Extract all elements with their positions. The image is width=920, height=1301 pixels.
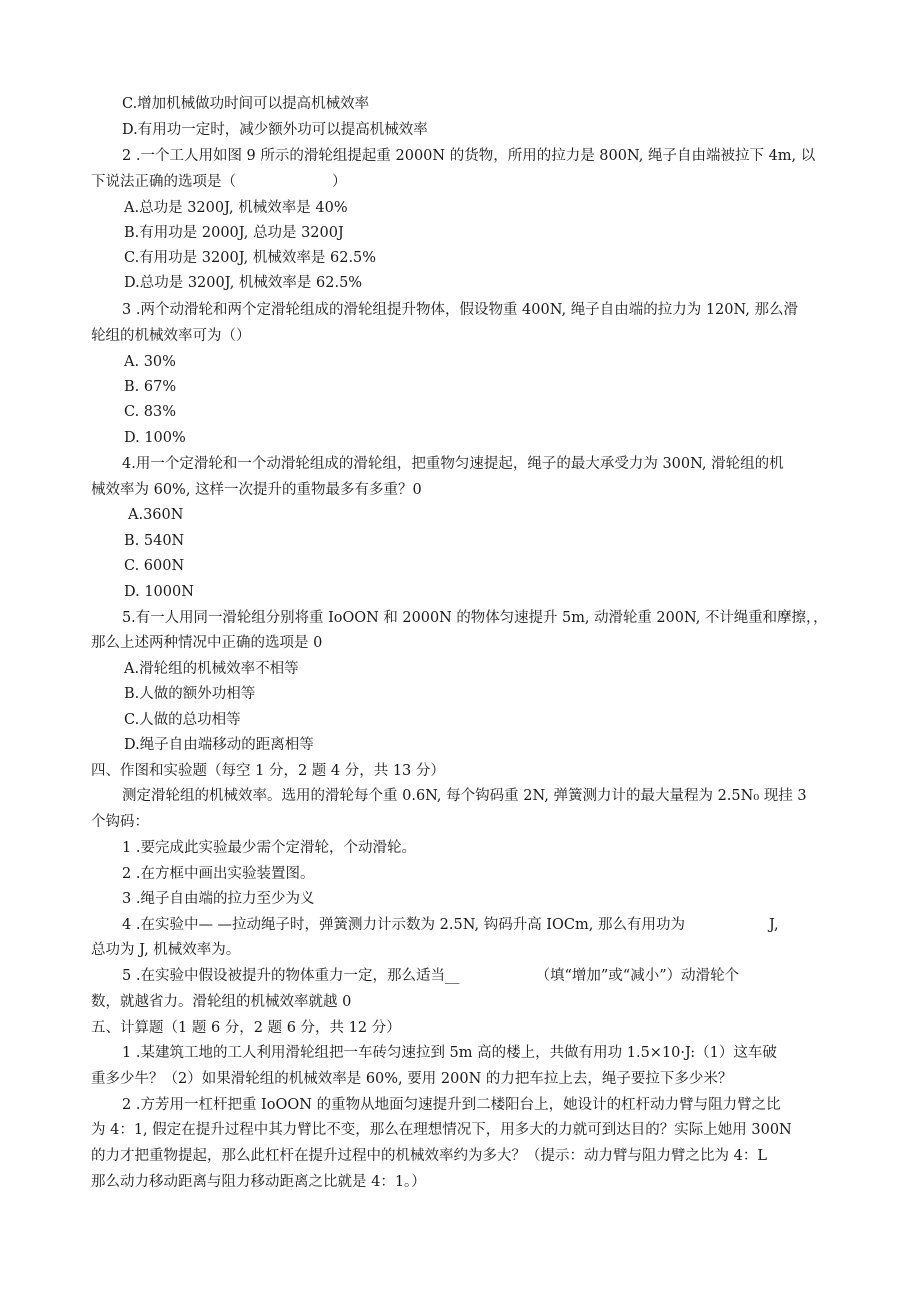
item-5-text: 5 .在实验中假设被提升的物体重力一定，那么适当__ — [122, 968, 460, 984]
problem-2-line4: 那么动力移动距离与阻力移动距离之比就是 4：1。） — [91, 1174, 426, 1190]
q4-option-d: D. 1000N — [124, 584, 194, 600]
problem-1-line1: 1 .某建筑工地的工人利用滑轮组把一车砖匀速拉到 5m 高的楼上，共做有用功 1.5×10·J:（1）这车破 — [122, 1045, 777, 1061]
item-4-unit: J, — [768, 917, 779, 933]
section4-item-4-line1 — [122, 915, 779, 935]
item-5-hint: （填“增加”或“减小”）动滑轮个 — [535, 968, 740, 984]
problem-2-line2: 为 4：1, 假定在提升过程中其力臂比不变，那么在理想情况下，用多大的力就可到达目的？实际上她用 300N — [91, 1122, 792, 1138]
item-4-text: 4 .在实验中— —拉动绳子时，弹簧测力计示数为 2.5N, 钩码升高 IOCm, 那么有用功为 — [122, 917, 685, 933]
q5-option-a: A.滑轮组的机械效率不相等 — [124, 661, 299, 677]
section4-item-3: 3 .绳子自由端的拉力至少为义 — [122, 891, 315, 907]
q3-stem-line2: 轮组的机械效率可为（） — [91, 328, 251, 344]
q4-stem-line1: 4.用一个定滑轮和一个动滑轮组成的滑轮组，把重物匀速提起，绳子的最大承受力为 300N, 滑轮组的机 — [122, 456, 784, 472]
section4-item-2: 2 .在方框中画出实验装置图。 — [122, 866, 315, 882]
q5-stem-line1: 5.有一人用同一滑轮组分别将重 IoOON 和 2000N 的物体匀速提升 5m, 动滑轮重 200N, 不计绳重和摩擦，， — [122, 610, 828, 626]
q2-option-a: A.总功是 3200J, 机械效率是 40% — [124, 200, 348, 216]
q4-option-c: C. 600N — [124, 558, 185, 574]
q2-option-b: B.有用功是 2000J, 总功是 3200J — [124, 225, 344, 241]
section4-heading: 四、作图和实验题（每空 1 分，2 题 4 分，共 13 分） — [91, 763, 445, 779]
section4-item-1: 1 .要完成此实验最少需个定滑轮，个动滑轮。 — [122, 840, 416, 856]
q2-stem-prefix: 下说法正确的选项是（ — [91, 174, 236, 190]
q2-stem-line2 — [91, 172, 347, 192]
q1-option-d: D.有用功一定时，减少额外功可以提高机械效率 — [122, 122, 428, 138]
q1-option-c: C.增加机械做功时间可以提高机械效率 — [122, 96, 370, 112]
q3-option-a: A. 30% — [124, 354, 176, 370]
q5-option-c: C.人做的总功相等 — [124, 712, 241, 728]
problem-1-line2: 重多少牛？（2）如果滑轮组的机械效率是 60%, 要用 200N 的力把车拉上去，绳子要拉下多少米？ — [91, 1071, 733, 1087]
q4-option-a: A.360N — [128, 507, 184, 523]
q4-stem-line2: 械效率为 60%, 这样一次提升的重物最多有多重？0 — [91, 482, 422, 498]
section5-heading: 五、计算题（1 题 6 分，2 题 6 分，共 12 分） — [91, 1020, 401, 1036]
q3-option-c: C. 83% — [124, 404, 177, 420]
q2-option-c: C.有用功是 3200J, 机械效率是 62.5% — [124, 250, 377, 266]
section4-item-4-line2: 总功为 J, 机械效率为。 — [91, 942, 241, 958]
problem-2-line3: 的力才把重物提起，那么此杠杆在提升过程中的机械效率约为多大？（提示：动力臂与阻力臂之比为 4：L — [91, 1148, 767, 1164]
section4-item-5-line1 — [122, 966, 739, 986]
problem-2-line1: 2 .方芳用一杠杆把重 IoOON 的重物从地面匀速提升到二楼阳台上，她设计的杠杆动力臂与阻力臂之比 — [122, 1097, 781, 1113]
q2-stem-suffix: ） — [332, 174, 347, 190]
section4-intro-line2: 个钩码： — [91, 814, 149, 830]
q5-option-d: D.绳子自由端移动的距离相等 — [124, 737, 314, 753]
q5-stem-line2: 那么上述两种情况中正确的选项是 0 — [91, 635, 323, 651]
q5-option-b: B.人做的额外功相等 — [124, 686, 256, 702]
section4-intro-line1: 测定滑轮组的机械效率。选用的滑轮每个重 0.6N, 每个钩码重 2N, 弹簧测力计的最大量程为 2.5N₀ 现挂 3 — [122, 788, 807, 804]
section4-item-5-line2: 数，就越省力。滑轮组的机械效率就越 0 — [91, 994, 352, 1010]
q2-stem-line1: 2 .一个工人用如图 9 所示的滑轮组提起重 2000N 的货物，所用的拉力是 800N, 绳子自由端被拉下 4m, 以 — [122, 148, 816, 164]
q3-option-d: D. 100% — [124, 430, 186, 446]
q3-option-b: B. 67% — [124, 379, 177, 395]
q3-stem-line1: 3 .两个动滑轮和两个定滑轮组成的滑轮组提升物体，假设物重 400N, 绳子自由端的拉力为 120N, 那么滑 — [122, 302, 798, 318]
q4-option-b: B. 540N — [124, 533, 185, 549]
q2-option-d: D.总功是 3200J, 机械效率是 62.5% — [124, 275, 363, 291]
